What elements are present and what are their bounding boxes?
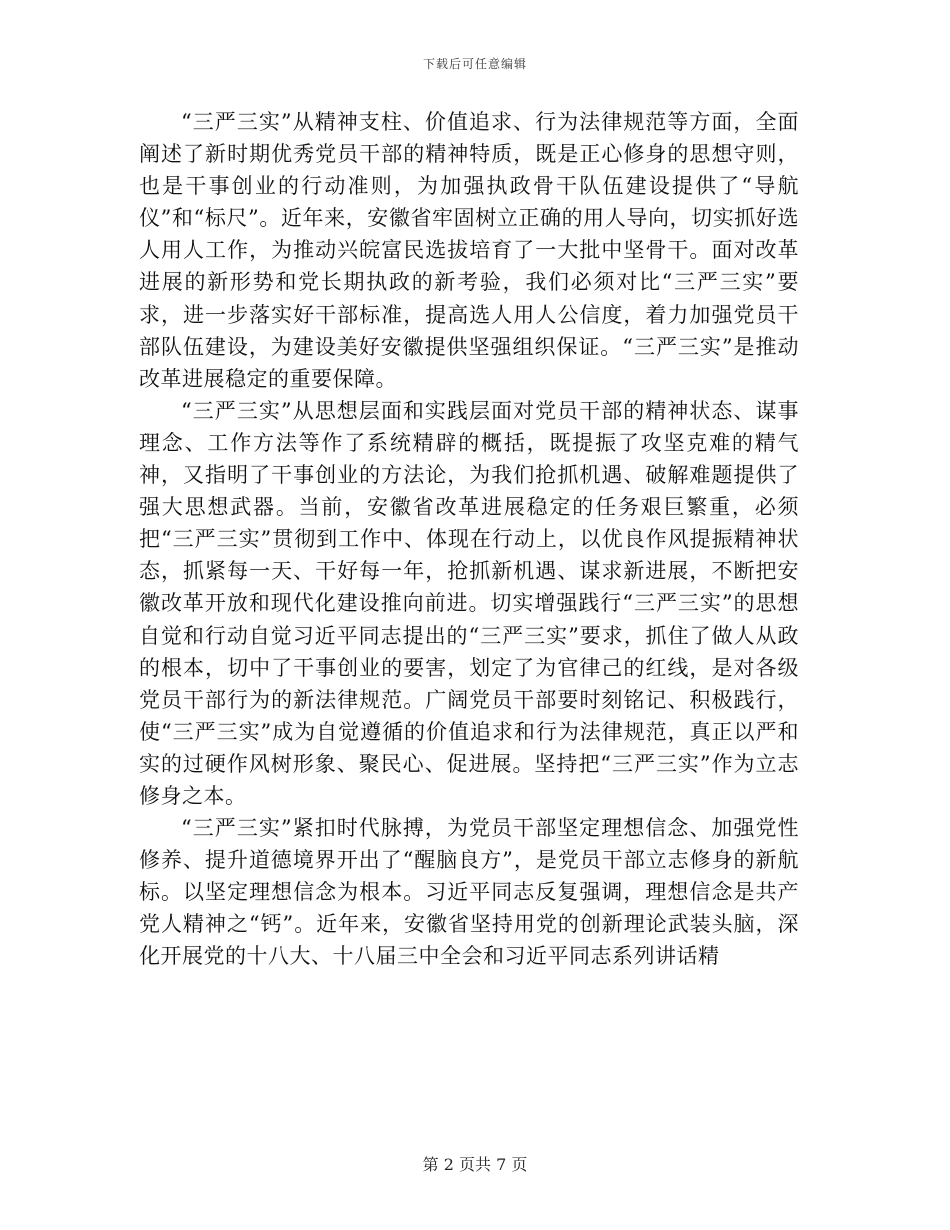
paragraph-1: “三严三实”从精神支柱、价值追求、行为法律规范等方面，全面阐述了新时期优秀党员干部的精神特质，既是正心修身的思想守则，也是干事创业的行动准则，为加强执政骨干队伍建设提供了“导航仪”和“标尺”。近年来，安徽省牢固树立正确的用人导向，切实抓好选人用人工作，为推动兴皖富民选拔培育了一大批中坚骨干。面对改革进展的新形势和党长期执政的新考验，我们必须对比“三严三实”要求，进一步落实好干部标准，提高选人用人公信度，着力加强党员干部队伍建设，为建设美好安徽提供坚强组织保证。“三严三实”是推动改革进展稳定的重要保障。: [139, 110, 799, 391]
page-number: 第 2 页共 7 页: [422, 1155, 528, 1174]
paragraph-2: “三严三实”从思想层面和实践层面对党员干部的精神状态、谋事理念、工作方法等作了系统精辟的概括，既提振了攻坚克难的精气神，又指明了干事创业的方法论，为我们抢抓机遇、破解难题提供了强大思想武器。当前，安徽省改革进展稳定的任务艰巨繁重，必须把“三严三实”贯彻到工作中、体现在行动上，以优良作风提振精神状态，抓紧每一天、干好每一年，抢抓新机遇、谋求新进展，不断把安徽改革开放和现代化建设推向前进。切实增强践行“三严三实”的思想自觉和行动自觉习近平同志提出的“三严三实”要求，抓住了做人从政的根本，切中了干事创业的要害，划定了为官律己的红线，是对各级党员干部行为的新法律规范。广阔党员干部要时刻铭记、积极践行，使“三严三实”成为自觉遵循的价值追求和行为法律规范，真正以严和实的过硬作风树形象、聚民心、促进展。坚持把“三严三实”作为立志修身之本。: [139, 398, 799, 808]
page-header-note: 下载后可任意编辑: [422, 57, 527, 71]
document-body: [139, 106, 799, 973]
paragraph-3: “三严三实”紧扣时代脉搏，为党员干部坚定理想信念、加强党性修养、提升道德境界开出了“醒脑良方”，是党员干部立志修身的新航标。以坚定理想信念为根本。习近平同志反复强调，理想信念是共产党人精神之“钙”。近年来，安徽省坚持用党的创新理论武装头脑，深化开展党的十八大、十八届三中全会和习近平同志系列讲话精: [139, 816, 799, 969]
